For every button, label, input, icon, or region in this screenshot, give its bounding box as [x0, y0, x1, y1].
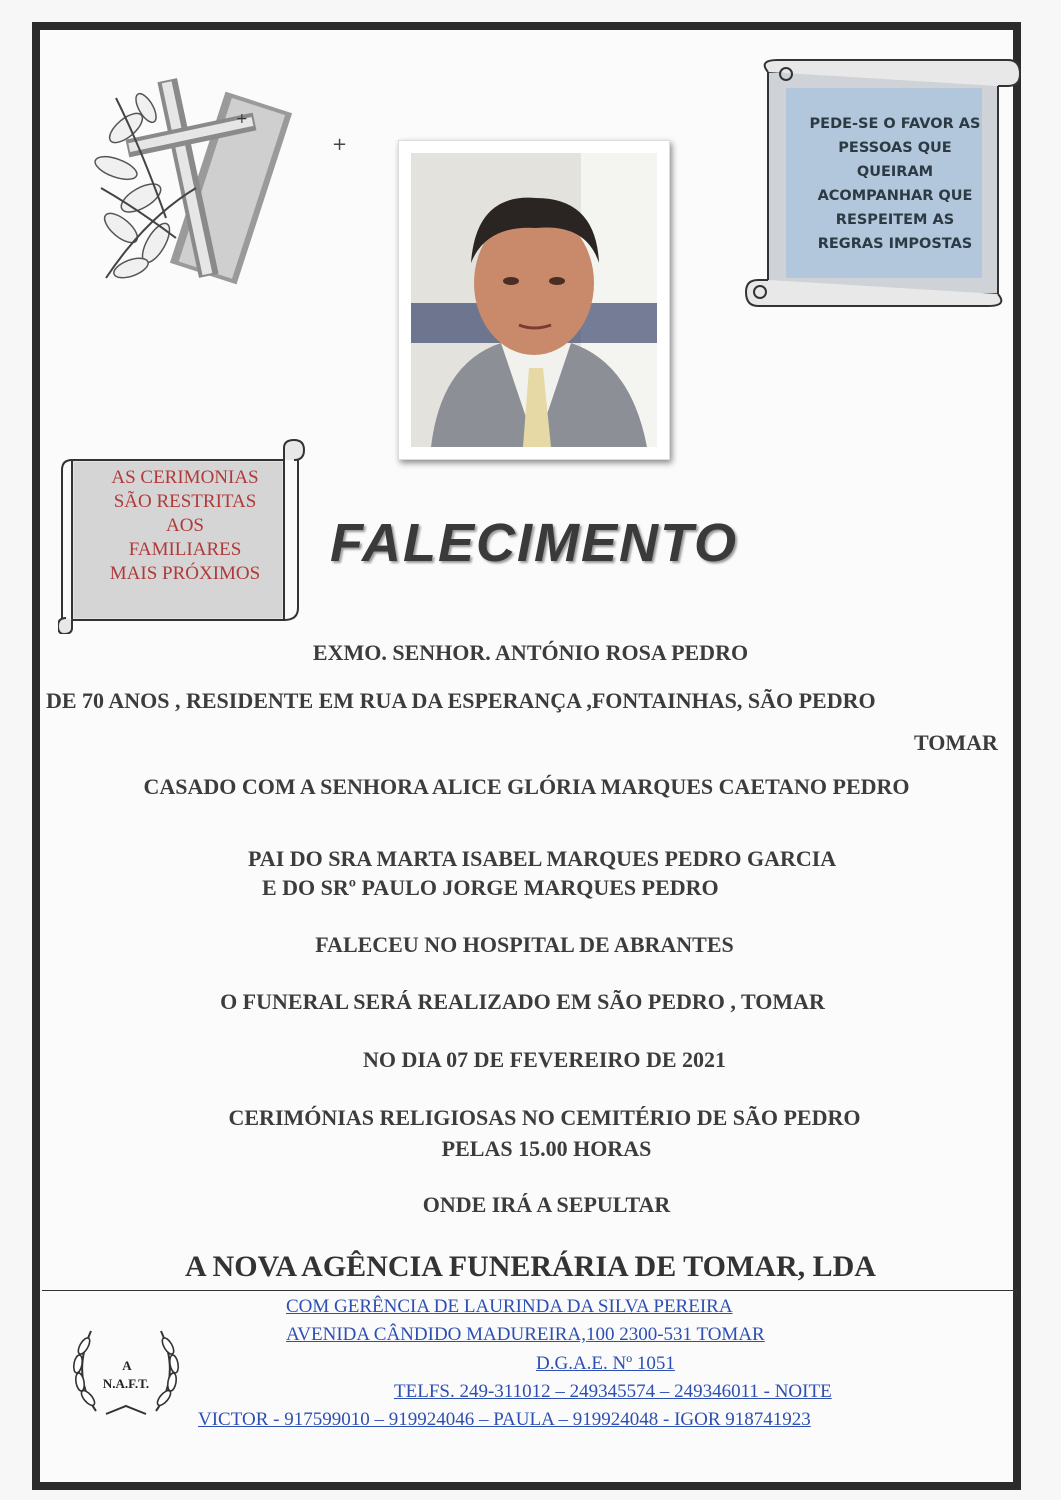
agency-contacts: VICTOR - 917599010 – 919924046 – PAULA – 919924048 - IGOR 918741923 [198, 1409, 811, 1430]
plus-mark: + [332, 134, 348, 155]
agency-divider [42, 1290, 1017, 1291]
portrait-image [411, 153, 657, 447]
ceremony-note-line: SÃO RESTRITAS [113, 491, 257, 512]
burial-line: ONDE IRÁ A SEPULTAR [422, 1192, 671, 1217]
ceremony-note-line: AS CERIMONIAS [111, 467, 259, 488]
logo-acronym: N.A.F.T. [102, 1376, 150, 1391]
logo-letter: A [122, 1358, 132, 1373]
ceremony-note-line: FAMILIARES [128, 539, 242, 560]
notice-scroll-text [790, 112, 1000, 256]
notice-line: PESSOAS QUE [838, 140, 952, 156]
ceremony-note-line: AOS [165, 515, 204, 536]
ceremony-scroll-text [80, 466, 290, 586]
funeral-date: NO DIA 07 DE FEVEREIRO DE 2021 [362, 1047, 727, 1072]
age-residence: DE 70 ANOS , RESIDENTE EM RUA DA ESPERANÇA ,FONTAINHAS, SÃO PEDRO [46, 688, 876, 713]
headline: FALECIMENTO [330, 513, 739, 573]
residence-city: TOMAR [914, 730, 998, 755]
death-place: FALECEU NO HOSPITAL DE ABRANTES [315, 932, 734, 957]
management-line [286, 1296, 733, 1318]
management-prefix: COM GERÊNCIA [286, 1296, 430, 1317]
cross-flowers-icon [86, 68, 296, 298]
ceremony-note-line: MAIS PRÓXIMOS [109, 563, 261, 584]
ceremony-line-2: PELAS 15.00 HORAS [441, 1136, 652, 1161]
funeral-place: O FUNERAL SERÁ REALIZADO EM SÃO PEDRO , TOMAR [220, 989, 825, 1014]
notice-line: REGRAS IMPOSTAS [817, 236, 973, 252]
svg-text:+: + [236, 111, 248, 127]
notice-line: PEDE-SE O FAVOR AS [809, 116, 981, 132]
deceased-name: EXMO. SENHOR. ANTÓNIO ROSA PEDRO [312, 640, 749, 665]
agency-license: D.G.A.E. Nº 1051 [536, 1353, 675, 1374]
management-name: DE LAURINDA DA SILVA PEREIRA [433, 1296, 733, 1317]
portrait-photo [398, 140, 670, 460]
children-line-2: E DO SRº PAULO JORGE MARQUES PEDRO [262, 875, 719, 900]
notice-line: QUEIRAM [856, 164, 934, 180]
notice-line: RESPEITEM AS [835, 212, 955, 228]
agency-phones: TELFS. 249-311012 – 249345574 – 249346011 - NOITE [394, 1381, 832, 1402]
agency-address: AVENIDA CÂNDIDO MADUREIRA,100 2300-531 TOMAR [286, 1324, 765, 1345]
agency-name: A NOVA AGÊNCIA FUNERÁRIA DE TOMAR, LDA [185, 1250, 876, 1283]
spouse-line: CASADO COM A SENHORA ALICE GLÓRIA MARQUES CAETANO PEDRO [143, 774, 910, 799]
ceremony-line-1: CERIMÓNIAS RELIGIOSAS NO CEMITÉRIO DE SÃO PEDRO [228, 1105, 861, 1130]
notice-line: ACOMPANHAR QUE [817, 188, 973, 204]
children-line-1: PAI DO SRA MARTA ISABEL MARQUES PEDRO GARCIA [248, 846, 837, 871]
